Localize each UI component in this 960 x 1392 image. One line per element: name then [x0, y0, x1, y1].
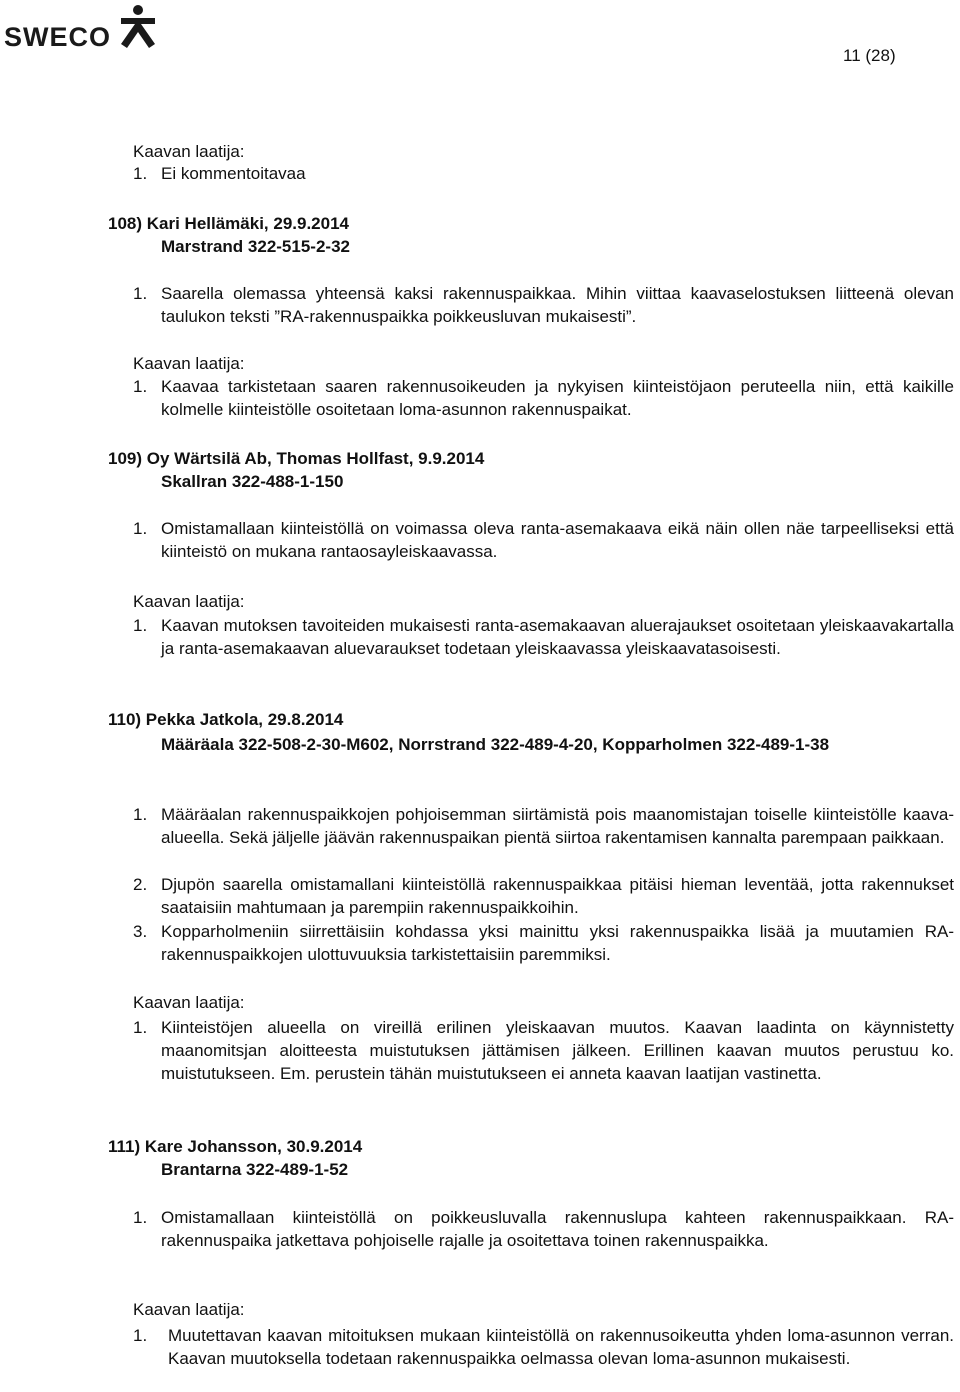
comment-text: Omistamallaan kiinteistöllä on voimassa oleva ranta-asemakaava eikä näin ollen näe tarpeelliseksi että kiinteistö on mukana rantaosayleiskaavassa.: [161, 519, 954, 561]
planner-label: Kaavan laatija:: [133, 993, 245, 1012]
planner-response: Kaavan mutoksen tavoiteiden mukaisesti ranta-asemakaavan aluerajaukset osoitetaan yleiskaavakartalla ja ranta-asemakaavan aluevaraukset todetaan yleiskaavassa yleiskaavatasoisesti.: [161, 616, 954, 658]
comment-text: Omistamallaan kiinteistöllä on poikkeusluvalla rakennuslupa kahteen rakennuspaikkaan. RA-rakennuspaika jatkettava pohjoiselle rajalle ja osoitettava toinen rakennuspaikka.: [161, 1208, 954, 1250]
planner-response: Ei kommentoitavaa: [161, 164, 306, 183]
comment-text: Määräalan rakennuspaikkojen pohjoisemman siirtämistä pois maanomistajan toiselle kiinteistölle kaava-alueella. Sekä jäljelle jäävän rakennuspaikan pientä siirtoa rakentamisen kannalta parempaan paikkaan.: [161, 805, 954, 847]
item-number: 1.: [133, 377, 148, 396]
item-number: 3.: [133, 922, 148, 941]
item-number: 1.: [133, 284, 148, 303]
comment-text: Saarella olemassa yhteensä kaksi rakennuspaikkaa. Mihin viittaa kaavaselostuksen liitteenä olevan taulukon teksti ”RA-rakennuspaikka poikkeusluvan mukaisesti”.: [161, 284, 954, 326]
property-reference: Marstrand 322-515-2-32: [161, 237, 350, 256]
logo-wordmark: SWECO: [4, 22, 112, 52]
planner-response: Muutettavan kaavan mitoituksen mukaan kiinteistöllä on rakennusoikeutta yhden loma-asunnon verran. Kaavan muutoksella todetaan rakennuspaikka oelmassa olevan loma-asunnon mukaisesti.: [168, 1326, 954, 1368]
planner-label: Kaavan laatija:: [133, 142, 245, 161]
property-reference: Skallran 322-488-1-150: [161, 472, 344, 491]
item-number: 1.: [133, 1208, 148, 1227]
item-number: 1.: [133, 519, 148, 538]
planner-label: Kaavan laatija:: [133, 1300, 245, 1319]
section-heading: 108) Kari Hellämäki, 29.9.2014: [108, 214, 349, 233]
property-reference: Brantarna 322-489-1-52: [161, 1160, 349, 1179]
planner-response: Kaavaa tarkistetaan saaren rakennusoikeuden ja nykyisen kiinteistöjaon peruteella niin, että kaikille kolmelle kiinteistölle osoitetaan loma-asunnon rakennuspaikat.: [161, 377, 954, 419]
section-heading: 109) Oy Wärtsilä Ab, Thomas Hollfast, 9.9.2014: [108, 449, 485, 468]
item-number: 1.: [133, 805, 148, 824]
comment-text: Djupön saarella omistamallani kiinteistöllä rakennuspaikkaa pitäisi hieman leventää, jotta rakennukset saataisiin mahtumaan ja parempiin rakennuspaikkoihin.: [161, 875, 954, 917]
item-number: 2.: [133, 875, 148, 894]
section-heading: 111) Kare Johansson, 30.9.2014: [108, 1137, 363, 1156]
planner-label: Kaavan laatija:: [133, 354, 245, 373]
page-number: 11 (28): [843, 46, 896, 65]
section-heading: 110) Pekka Jatkola, 29.8.2014: [108, 710, 344, 729]
property-reference: Määräala 322-508-2-30-M602, Norrstrand 322-489-4-20, Kopparholmen 322-489-1-38: [161, 735, 830, 754]
item-number: 1.: [133, 1326, 148, 1345]
comment-text: Kopparholmeniin siirrettäisiin kohdassa yksi mainittu yksi rakennuspaikka lisää ja muutamien RA-rakennuspaikkojen ulottuvuuksia tarkistettaisiin paremmiksi.: [161, 922, 954, 964]
item-number: 1.: [133, 616, 148, 635]
item-number: 1.: [133, 1018, 148, 1037]
sweco-logo: [4, 4, 164, 52]
planner-label: Kaavan laatija:: [133, 592, 245, 611]
planner-response: Kiinteistöjen alueella on vireillä erilinen yleiskaavan muutos. Kaavan laadinta on käynnistetty maanomitsjan aloitteesta muistutuksen jättämisen jälkeen. Erillinen kaavan muutos perustuu ko. muistutukseen. Em. perustein tähän muistutukseen ei anneta kaavan laatijan vastinetta.: [161, 1018, 954, 1083]
item-number: 1.: [133, 164, 148, 183]
logo-figure-icon: [117, 4, 159, 50]
